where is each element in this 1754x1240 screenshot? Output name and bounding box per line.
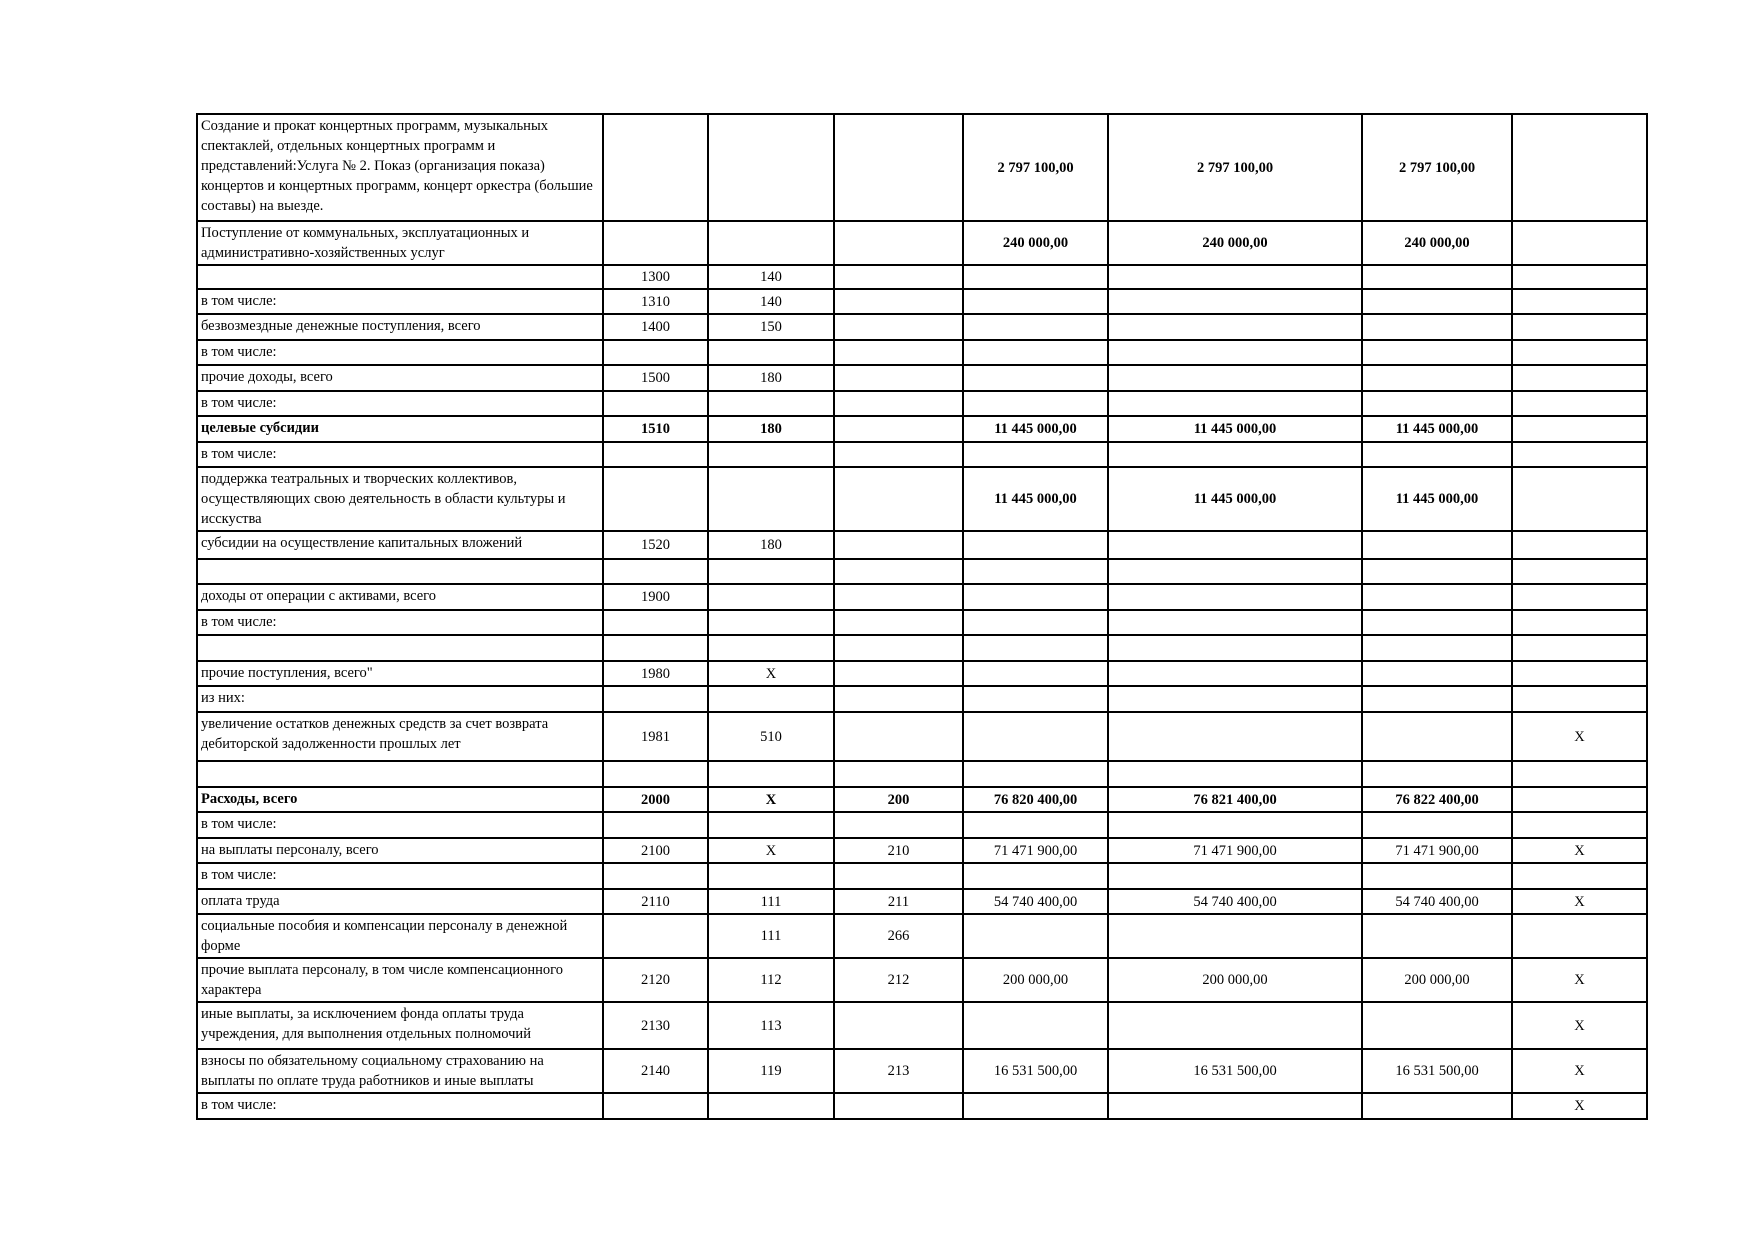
- cell-extra-mark: [1512, 391, 1647, 416]
- cell-line-code: 2140: [603, 1049, 708, 1093]
- cell-classification-code: 150: [708, 314, 834, 340]
- cell-amount-year-2: 240 000,00: [1108, 221, 1362, 265]
- cell-amount-year-1: [963, 391, 1108, 416]
- cell-extra-mark: Х: [1512, 889, 1647, 914]
- cell-amount-year-1: [963, 761, 1108, 787]
- cell-indicator-name: иные выплаты, за исключением фонда оплаты труда учреждения, для выполнения отдельных полномочий: [197, 1002, 603, 1049]
- cell-kosgu-code: [834, 712, 963, 761]
- cell-amount-year-3: 76 822 400,00: [1362, 787, 1512, 812]
- cell-amount-year-1: [963, 584, 1108, 610]
- table-row: [197, 314, 1647, 340]
- cell-amount-year-3: 2 797 100,00: [1362, 114, 1512, 221]
- cell-line-code: [603, 1093, 708, 1119]
- cell-line-code: 2100: [603, 838, 708, 863]
- cell-kosgu-code: [834, 265, 963, 289]
- cell-classification-code: Х: [708, 838, 834, 863]
- cell-amount-year-3: 11 445 000,00: [1362, 416, 1512, 442]
- cell-amount-year-1: [963, 863, 1108, 889]
- cell-classification-code: [708, 635, 834, 661]
- cell-line-code: 2130: [603, 1002, 708, 1049]
- table-row: [197, 114, 1647, 221]
- cell-line-code: 1310: [603, 289, 708, 314]
- cell-indicator-name: из них:: [197, 686, 603, 712]
- cell-indicator-name: в том числе:: [197, 340, 603, 365]
- cell-extra-mark: Х: [1512, 838, 1647, 863]
- cell-amount-year-1: [963, 686, 1108, 712]
- cell-line-code: [603, 221, 708, 265]
- cell-classification-code: 119: [708, 1049, 834, 1093]
- cell-indicator-name: [197, 265, 603, 289]
- cell-amount-year-2: [1108, 1002, 1362, 1049]
- table-body: [197, 114, 1647, 1119]
- cell-extra-mark: [1512, 610, 1647, 635]
- table-row: [197, 914, 1647, 958]
- cell-line-code: [603, 863, 708, 889]
- cell-extra-mark: Х: [1512, 1093, 1647, 1119]
- cell-classification-code: 113: [708, 1002, 834, 1049]
- cell-kosgu-code: [834, 1002, 963, 1049]
- table-row: [197, 416, 1647, 442]
- cell-amount-year-3: [1362, 365, 1512, 391]
- cell-classification-code: 111: [708, 914, 834, 958]
- cell-kosgu-code: [834, 584, 963, 610]
- budget-table: [196, 113, 1648, 1120]
- cell-extra-mark: Х: [1512, 1002, 1647, 1049]
- cell-amount-year-3: [1362, 712, 1512, 761]
- cell-amount-year-2: [1108, 584, 1362, 610]
- cell-extra-mark: Х: [1512, 712, 1647, 761]
- cell-line-code: [603, 635, 708, 661]
- table-row: [197, 686, 1647, 712]
- cell-extra-mark: [1512, 812, 1647, 838]
- cell-extra-mark: [1512, 686, 1647, 712]
- table-row: [197, 584, 1647, 610]
- cell-extra-mark: [1512, 114, 1647, 221]
- cell-kosgu-code: [834, 289, 963, 314]
- cell-amount-year-1: 76 820 400,00: [963, 787, 1108, 812]
- cell-amount-year-3: 54 740 400,00: [1362, 889, 1512, 914]
- cell-line-code: [603, 467, 708, 531]
- cell-classification-code: 140: [708, 289, 834, 314]
- cell-amount-year-3: [1362, 289, 1512, 314]
- table-row: [197, 661, 1647, 686]
- cell-amount-year-1: 16 531 500,00: [963, 1049, 1108, 1093]
- cell-kosgu-code: [834, 391, 963, 416]
- cell-indicator-name: социальные пособия и компенсации персоналу в денежной форме: [197, 914, 603, 958]
- cell-amount-year-2: [1108, 340, 1362, 365]
- cell-classification-code: [708, 467, 834, 531]
- table-row: [197, 712, 1647, 761]
- cell-amount-year-3: [1362, 610, 1512, 635]
- cell-amount-year-1: [963, 1002, 1108, 1049]
- cell-indicator-name: в том числе:: [197, 442, 603, 467]
- cell-indicator-name: в том числе:: [197, 1093, 603, 1119]
- cell-amount-year-2: [1108, 289, 1362, 314]
- table-row: [197, 265, 1647, 289]
- cell-classification-code: 180: [708, 531, 834, 559]
- cell-extra-mark: [1512, 661, 1647, 686]
- cell-line-code: [603, 114, 708, 221]
- cell-line-code: 1510: [603, 416, 708, 442]
- cell-extra-mark: [1512, 221, 1647, 265]
- cell-kosgu-code: [834, 635, 963, 661]
- cell-extra-mark: [1512, 442, 1647, 467]
- cell-amount-year-3: 16 531 500,00: [1362, 1049, 1512, 1093]
- cell-kosgu-code: [834, 661, 963, 686]
- cell-kosgu-code: [834, 686, 963, 712]
- cell-amount-year-2: [1108, 265, 1362, 289]
- cell-classification-code: [708, 761, 834, 787]
- cell-amount-year-2: [1108, 712, 1362, 761]
- cell-indicator-name: в том числе:: [197, 391, 603, 416]
- table-row: [197, 838, 1647, 863]
- cell-extra-mark: [1512, 584, 1647, 610]
- cell-amount-year-3: 11 445 000,00: [1362, 467, 1512, 531]
- cell-indicator-name: [197, 635, 603, 661]
- table-row: [197, 340, 1647, 365]
- cell-amount-year-2: [1108, 686, 1362, 712]
- cell-amount-year-3: [1362, 442, 1512, 467]
- cell-amount-year-2: 11 445 000,00: [1108, 416, 1362, 442]
- table-row: [197, 289, 1647, 314]
- cell-amount-year-2: [1108, 531, 1362, 559]
- cell-extra-mark: [1512, 914, 1647, 958]
- cell-amount-year-3: [1362, 812, 1512, 838]
- cell-indicator-name: взносы по обязательному социальному страхованию на выплаты по оплате труда работников и иные выплаты: [197, 1049, 603, 1093]
- cell-amount-year-3: [1362, 761, 1512, 787]
- cell-line-code: [603, 340, 708, 365]
- cell-kosgu-code: [834, 314, 963, 340]
- cell-kosgu-code: 200: [834, 787, 963, 812]
- table-row: [197, 863, 1647, 889]
- cell-kosgu-code: 212: [834, 958, 963, 1002]
- cell-kosgu-code: [834, 365, 963, 391]
- table-row: [197, 1093, 1647, 1119]
- cell-line-code: [603, 559, 708, 584]
- cell-classification-code: [708, 559, 834, 584]
- cell-line-code: 1500: [603, 365, 708, 391]
- cell-kosgu-code: [834, 559, 963, 584]
- cell-amount-year-1: [963, 340, 1108, 365]
- cell-classification-code: [708, 340, 834, 365]
- cell-kosgu-code: 266: [834, 914, 963, 958]
- cell-classification-code: 180: [708, 365, 834, 391]
- cell-indicator-name: безвозмездные денежные поступления, всего: [197, 314, 603, 340]
- cell-indicator-name: Расходы, всего: [197, 787, 603, 812]
- cell-line-code: [603, 812, 708, 838]
- cell-amount-year-2: [1108, 661, 1362, 686]
- cell-extra-mark: [1512, 531, 1647, 559]
- cell-indicator-name: Создание и прокат концертных программ, музыкальных спектаклей, отдельных концертных программ и представлений:Услуга № 2. Показ (организация показа) концертов и концертных программ, концерт оркестра (большие составы) на выезде.: [197, 114, 603, 221]
- table-row: [197, 812, 1647, 838]
- cell-amount-year-2: [1108, 914, 1362, 958]
- cell-classification-code: Х: [708, 661, 834, 686]
- cell-classification-code: [708, 221, 834, 265]
- cell-line-code: 1300: [603, 265, 708, 289]
- cell-kosgu-code: [834, 863, 963, 889]
- cell-amount-year-2: [1108, 812, 1362, 838]
- cell-indicator-name: целевые субсидии: [197, 416, 603, 442]
- cell-classification-code: 111: [708, 889, 834, 914]
- cell-amount-year-1: [963, 442, 1108, 467]
- cell-indicator-name: прочие выплата персоналу, в том числе компенсационного характера: [197, 958, 603, 1002]
- cell-amount-year-1: [963, 265, 1108, 289]
- cell-classification-code: [708, 391, 834, 416]
- cell-amount-year-1: 11 445 000,00: [963, 416, 1108, 442]
- cell-line-code: [603, 442, 708, 467]
- table-row: [197, 1049, 1647, 1093]
- table-row: [197, 761, 1647, 787]
- cell-amount-year-3: 200 000,00: [1362, 958, 1512, 1002]
- cell-amount-year-1: 240 000,00: [963, 221, 1108, 265]
- cell-amount-year-1: [963, 661, 1108, 686]
- cell-amount-year-2: 76 821 400,00: [1108, 787, 1362, 812]
- cell-amount-year-1: [963, 559, 1108, 584]
- cell-amount-year-1: [963, 610, 1108, 635]
- cell-extra-mark: [1512, 761, 1647, 787]
- cell-indicator-name: [197, 559, 603, 584]
- cell-amount-year-2: 54 740 400,00: [1108, 889, 1362, 914]
- cell-kosgu-code: 211: [834, 889, 963, 914]
- cell-amount-year-3: [1362, 340, 1512, 365]
- cell-indicator-name: доходы от операции с активами, всего: [197, 584, 603, 610]
- cell-kosgu-code: 210: [834, 838, 963, 863]
- table-row: [197, 442, 1647, 467]
- cell-amount-year-1: [963, 914, 1108, 958]
- cell-amount-year-1: [963, 365, 1108, 391]
- cell-amount-year-3: [1362, 863, 1512, 889]
- cell-amount-year-2: [1108, 365, 1362, 391]
- table-row: [197, 635, 1647, 661]
- table-row: [197, 467, 1647, 531]
- cell-amount-year-3: [1362, 265, 1512, 289]
- cell-line-code: [603, 686, 708, 712]
- cell-kosgu-code: [834, 812, 963, 838]
- cell-kosgu-code: [834, 340, 963, 365]
- cell-amount-year-3: [1362, 914, 1512, 958]
- cell-amount-year-3: [1362, 391, 1512, 416]
- cell-kosgu-code: [834, 114, 963, 221]
- cell-extra-mark: [1512, 467, 1647, 531]
- cell-amount-year-3: [1362, 584, 1512, 610]
- cell-indicator-name: в том числе:: [197, 812, 603, 838]
- cell-line-code: 1400: [603, 314, 708, 340]
- cell-classification-code: 112: [708, 958, 834, 1002]
- cell-amount-year-1: [963, 812, 1108, 838]
- cell-amount-year-2: [1108, 442, 1362, 467]
- cell-amount-year-3: 240 000,00: [1362, 221, 1512, 265]
- table-row: [197, 889, 1647, 914]
- cell-amount-year-1: 200 000,00: [963, 958, 1108, 1002]
- cell-line-code: [603, 914, 708, 958]
- cell-kosgu-code: [834, 610, 963, 635]
- cell-amount-year-2: 16 531 500,00: [1108, 1049, 1362, 1093]
- cell-extra-mark: [1512, 314, 1647, 340]
- cell-amount-year-2: 71 471 900,00: [1108, 838, 1362, 863]
- cell-line-code: [603, 610, 708, 635]
- cell-amount-year-2: 200 000,00: [1108, 958, 1362, 1002]
- cell-amount-year-3: 71 471 900,00: [1362, 838, 1512, 863]
- cell-line-code: 1900: [603, 584, 708, 610]
- cell-indicator-name: [197, 761, 603, 787]
- cell-amount-year-3: [1362, 531, 1512, 559]
- cell-extra-mark: Х: [1512, 1049, 1647, 1093]
- cell-classification-code: 510: [708, 712, 834, 761]
- cell-kosgu-code: [834, 221, 963, 265]
- cell-extra-mark: [1512, 863, 1647, 889]
- cell-kosgu-code: [834, 1093, 963, 1119]
- cell-amount-year-2: 2 797 100,00: [1108, 114, 1362, 221]
- table-row: [197, 610, 1647, 635]
- cell-amount-year-1: [963, 712, 1108, 761]
- cell-amount-year-3: [1362, 314, 1512, 340]
- cell-amount-year-2: [1108, 391, 1362, 416]
- cell-kosgu-code: [834, 761, 963, 787]
- cell-kosgu-code: [834, 531, 963, 559]
- cell-amount-year-1: [963, 1093, 1108, 1119]
- cell-extra-mark: Х: [1512, 958, 1647, 1002]
- cell-classification-code: [708, 1093, 834, 1119]
- cell-classification-code: 140: [708, 265, 834, 289]
- cell-amount-year-2: [1108, 559, 1362, 584]
- cell-amount-year-3: [1362, 661, 1512, 686]
- cell-amount-year-2: [1108, 1093, 1362, 1119]
- cell-indicator-name: в том числе:: [197, 289, 603, 314]
- cell-amount-year-1: 71 471 900,00: [963, 838, 1108, 863]
- cell-amount-year-3: [1362, 635, 1512, 661]
- cell-line-code: [603, 761, 708, 787]
- cell-line-code: 2110: [603, 889, 708, 914]
- cell-classification-code: [708, 863, 834, 889]
- cell-amount-year-3: [1362, 1093, 1512, 1119]
- cell-amount-year-1: 2 797 100,00: [963, 114, 1108, 221]
- cell-amount-year-2: [1108, 761, 1362, 787]
- cell-indicator-name: на выплаты персоналу, всего: [197, 838, 603, 863]
- cell-extra-mark: [1512, 265, 1647, 289]
- cell-extra-mark: [1512, 787, 1647, 812]
- cell-amount-year-3: [1362, 559, 1512, 584]
- cell-amount-year-1: [963, 289, 1108, 314]
- cell-indicator-name: оплата труда: [197, 889, 603, 914]
- table-row: [197, 391, 1647, 416]
- table-row: [197, 559, 1647, 584]
- table-row: [197, 1002, 1647, 1049]
- cell-extra-mark: [1512, 340, 1647, 365]
- cell-amount-year-1: [963, 635, 1108, 661]
- cell-amount-year-1: 11 445 000,00: [963, 467, 1108, 531]
- cell-indicator-name: Поступление от коммунальных, эксплуатационных и административно-хозяйственных услуг: [197, 221, 603, 265]
- cell-line-code: 1520: [603, 531, 708, 559]
- table-row: [197, 958, 1647, 1002]
- cell-line-code: 2120: [603, 958, 708, 1002]
- cell-extra-mark: [1512, 635, 1647, 661]
- cell-amount-year-2: [1108, 610, 1362, 635]
- cell-amount-year-2: [1108, 314, 1362, 340]
- cell-amount-year-1: [963, 531, 1108, 559]
- cell-indicator-name: субсидии на осуществление капитальных вложений: [197, 531, 603, 559]
- cell-classification-code: [708, 686, 834, 712]
- cell-kosgu-code: [834, 467, 963, 531]
- cell-classification-code: 180: [708, 416, 834, 442]
- cell-amount-year-3: [1362, 1002, 1512, 1049]
- cell-amount-year-2: [1108, 863, 1362, 889]
- cell-amount-year-1: 54 740 400,00: [963, 889, 1108, 914]
- cell-classification-code: [708, 584, 834, 610]
- cell-line-code: 1980: [603, 661, 708, 686]
- cell-kosgu-code: [834, 442, 963, 467]
- cell-extra-mark: [1512, 365, 1647, 391]
- cell-indicator-name: увеличение остатков денежных средств за счет возврата дебиторской задолженности прошлых лет: [197, 712, 603, 761]
- cell-line-code: 1981: [603, 712, 708, 761]
- table-row: [197, 221, 1647, 265]
- cell-classification-code: Х: [708, 787, 834, 812]
- table-row: [197, 531, 1647, 559]
- cell-indicator-name: прочие доходы, всего: [197, 365, 603, 391]
- cell-line-code: 2000: [603, 787, 708, 812]
- cell-amount-year-3: [1362, 686, 1512, 712]
- cell-classification-code: [708, 442, 834, 467]
- cell-amount-year-1: [963, 314, 1108, 340]
- cell-extra-mark: [1512, 559, 1647, 584]
- cell-classification-code: [708, 812, 834, 838]
- cell-extra-mark: [1512, 416, 1647, 442]
- cell-indicator-name: прочие поступления, всего": [197, 661, 603, 686]
- cell-kosgu-code: 213: [834, 1049, 963, 1093]
- cell-classification-code: [708, 610, 834, 635]
- cell-classification-code: [708, 114, 834, 221]
- cell-amount-year-2: [1108, 635, 1362, 661]
- cell-indicator-name: поддержка театральных и творческих коллективов, осуществляющих свою деятельность в области культуры и исскуства: [197, 467, 603, 531]
- cell-amount-year-2: 11 445 000,00: [1108, 467, 1362, 531]
- cell-extra-mark: [1512, 289, 1647, 314]
- cell-line-code: [603, 391, 708, 416]
- cell-indicator-name: в том числе:: [197, 610, 603, 635]
- cell-kosgu-code: [834, 416, 963, 442]
- table-row: [197, 365, 1647, 391]
- table-row: [197, 787, 1647, 812]
- cell-indicator-name: в том числе:: [197, 863, 603, 889]
